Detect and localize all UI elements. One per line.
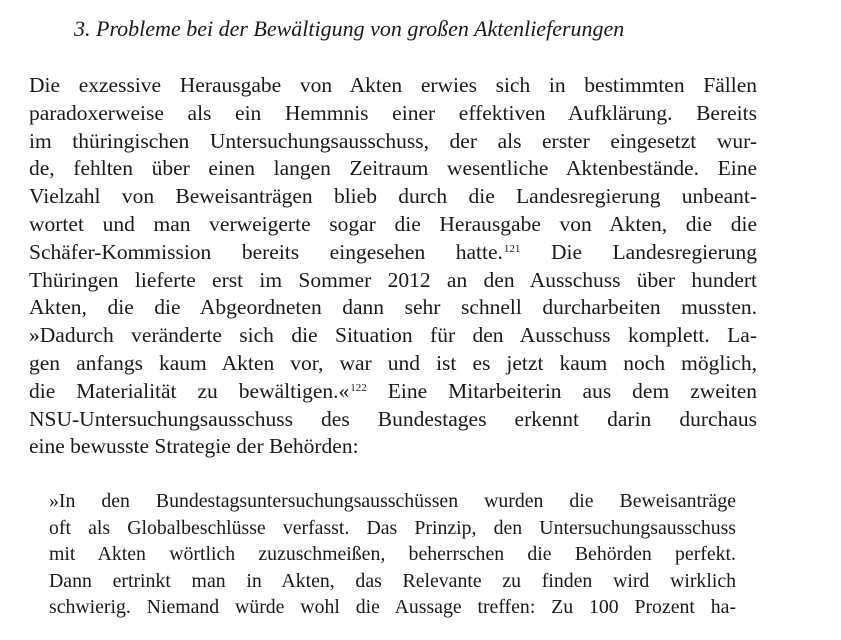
paragraph-line: im thüringischen Untersuchungsausschuss, der als erster eingesetzt wur- [29,128,757,153]
paragraph-line: Akten, die die Abgeordneten dann sehr schnell durcharbeiten mussten. [29,295,757,320]
paragraph-text-segment: Die Landesregierung [520,239,758,264]
paragraph-line: Vielzahl von Beweisanträgen blieb durch die Landesregierung unbeant- [29,184,757,209]
quote-line: schwierig. Niemand würde wohl die Aussage treffen: Zu 100 Prozent ha- [49,596,736,619]
paragraph-line-with-footnote [29,239,757,267]
footnote-marker-121: 121 [503,243,521,256]
quote-line: mit Akten wörtlich zuzuschmeißen, beherrschen die Behörden perfekt. [49,543,736,566]
paragraph-line: NSU-Untersuchungsausschuss des Bundestages erkennt darin durchaus [29,406,757,431]
body-paragraph [29,72,757,461]
paragraph-line: gen anfangs kaum Akten vor, war und ist es jetzt kaum noch möglich, [29,350,757,375]
section-heading: 3. Probleme bei der Bewältigung von großen Aktenlieferungen [74,16,625,41]
paragraph-line: wortet und man verweigerte sogar die Herausgabe von Akten, die die [29,211,757,236]
paragraph-line: Thüringen lieferte erst im Sommer 2012 an den Ausschuss über hundert [29,267,757,292]
paragraph-text-segment: die Materialität zu bewältigen.« [29,378,350,403]
quote-line: Dann ertrinkt man in Akten, das Relevante zu finden wird wirklich [49,569,736,592]
quote-line: oft als Globalbeschlüsse verfasst. Das Prinzip, den Untersuchungsausschuss [49,516,736,539]
footnote-marker-122: 122 [350,382,367,395]
paragraph-line: eine bewusste Strategie der Behörden: [29,434,359,459]
paragraph-line: de, fehlten über einen langen Zeitraum wesentliche Aktenbestände. Eine [29,156,757,181]
paragraph-line-with-footnote [29,378,757,406]
paragraph-line: Die exzessive Herausgabe von Akten erwies sich in bestimmten Fällen [29,73,757,97]
paragraph-line: paradoxerweise als ein Hemmnis einer effektiven Aufklärung. Bereits [29,100,757,125]
paragraph-line: »Dadurch veränderte sich die Situation für den Ausschuss komplett. La- [29,323,757,348]
paragraph-text-segment: Eine Mitarbeiterin aus dem zweiten [366,378,758,403]
quote-line: »In den Bundestagsuntersuchungsausschüssen wurden die Beweisanträge [49,490,736,512]
block-quote [49,488,736,621]
paragraph-text-segment: Schäfer-Kommission bereits eingesehen hatte. [29,239,503,264]
